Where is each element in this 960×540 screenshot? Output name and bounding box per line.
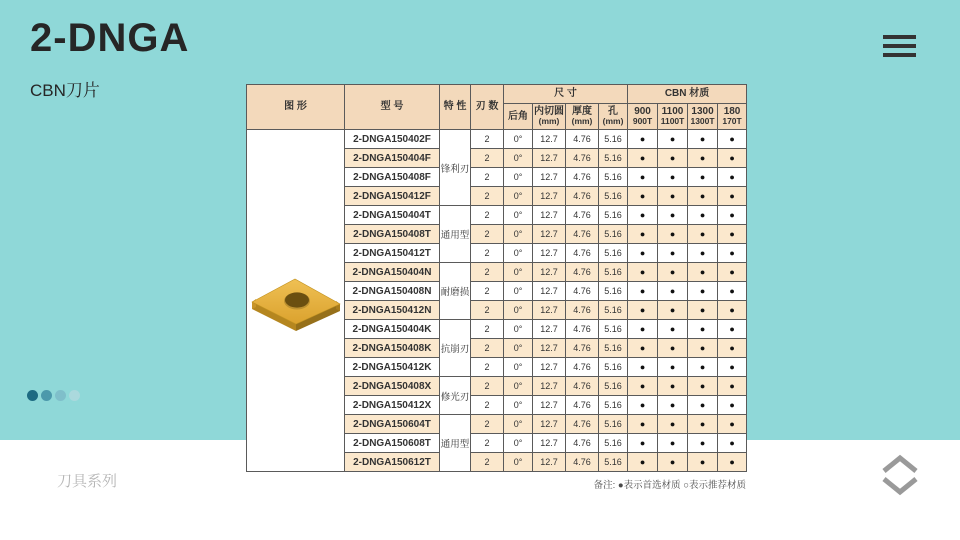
- model-cell: 2-DNGA150408K: [345, 339, 440, 358]
- cbn-mark-cell: ●: [688, 187, 718, 206]
- cbn-mark-cell: ●: [718, 396, 747, 415]
- model-cell: 2-DNGA150404K: [345, 320, 440, 339]
- cbn-mark-cell: ●: [718, 320, 747, 339]
- series-label: 刀具系列: [57, 473, 118, 490]
- cbn-mark-cell: ●: [658, 339, 688, 358]
- value-cell: 12.7: [533, 282, 566, 301]
- value-cell: 4.76: [566, 282, 599, 301]
- page-subtitle: CBN刀片: [30, 81, 100, 100]
- value-cell: 2: [471, 339, 504, 358]
- product-table-container: [246, 84, 746, 472]
- cbn-mark-cell: ●: [718, 263, 747, 282]
- model-cell: 2-DNGA150412N: [345, 301, 440, 320]
- value-cell: 2: [471, 225, 504, 244]
- header-feature: 特 性: [440, 85, 471, 130]
- value-cell: 4.76: [566, 415, 599, 434]
- value-cell: 2: [471, 263, 504, 282]
- feature-cell: 抗崩刃: [440, 320, 471, 377]
- cbn-mark-cell: ●: [658, 244, 688, 263]
- value-cell: 12.7: [533, 225, 566, 244]
- hamburger-bar: [883, 35, 916, 39]
- cbn-mark-cell: ●: [628, 415, 658, 434]
- header-clearance-angle: 后角: [504, 104, 533, 130]
- cbn-mark-cell: ●: [628, 130, 658, 149]
- cbn-mark-cell: ●: [688, 396, 718, 415]
- value-cell: 0°: [504, 358, 533, 377]
- value-cell: 2: [471, 320, 504, 339]
- cbn-mark-cell: ●: [658, 358, 688, 377]
- hamburger-menu-icon[interactable]: [883, 35, 916, 57]
- cbn-mark-cell: ●: [658, 206, 688, 225]
- header-figure: 图 形: [247, 85, 345, 130]
- page-title: 2-DNGA: [30, 16, 190, 60]
- value-cell: 0°: [504, 187, 533, 206]
- cbn-mark-cell: ●: [688, 301, 718, 320]
- value-cell: 0°: [504, 130, 533, 149]
- cbn-mark-cell: ●: [688, 225, 718, 244]
- model-cell: 2-DNGA150404N: [345, 263, 440, 282]
- value-cell: 12.7: [533, 453, 566, 472]
- value-cell: 0°: [504, 301, 533, 320]
- value-cell: 0°: [504, 282, 533, 301]
- value-cell: 0°: [504, 225, 533, 244]
- cbn-mark-cell: ●: [688, 244, 718, 263]
- value-cell: 5.16: [599, 168, 628, 187]
- cbn-mark-cell: ●: [628, 434, 658, 453]
- value-cell: 5.16: [599, 358, 628, 377]
- value-cell: 4.76: [566, 301, 599, 320]
- cbn-mark-cell: ●: [658, 434, 688, 453]
- value-cell: 4.76: [566, 396, 599, 415]
- cbn-mark-cell: ●: [718, 206, 747, 225]
- cbn-mark-cell: ●: [628, 453, 658, 472]
- value-cell: 12.7: [533, 377, 566, 396]
- pager-dot-2[interactable]: [41, 390, 52, 401]
- value-cell: 2: [471, 282, 504, 301]
- value-cell: 5.16: [599, 263, 628, 282]
- cbn-mark-cell: ●: [658, 149, 688, 168]
- header-thickness: 厚度 (mm): [566, 104, 599, 130]
- cbn-mark-cell: ●: [628, 358, 658, 377]
- cbn-mark-cell: ●: [628, 282, 658, 301]
- header-cbn-900: 900 900T: [628, 104, 658, 130]
- model-cell: 2-DNGA150412K: [345, 358, 440, 377]
- figure-cell: [247, 130, 345, 472]
- cbn-mark-cell: ●: [658, 396, 688, 415]
- cbn-mark-cell: ●: [628, 377, 658, 396]
- value-cell: 4.76: [566, 358, 599, 377]
- feature-cell: 耐磨损: [440, 263, 471, 320]
- cbn-mark-cell: ●: [718, 434, 747, 453]
- cbn-mark-cell: ●: [718, 149, 747, 168]
- value-cell: 0°: [504, 339, 533, 358]
- cbn-mark-cell: ●: [688, 415, 718, 434]
- value-cell: 5.16: [599, 377, 628, 396]
- value-cell: 0°: [504, 320, 533, 339]
- value-cell: 2: [471, 149, 504, 168]
- value-cell: 4.76: [566, 320, 599, 339]
- value-cell: 0°: [504, 396, 533, 415]
- value-cell: 4.76: [566, 225, 599, 244]
- table-row: [247, 130, 747, 149]
- value-cell: 4.76: [566, 434, 599, 453]
- model-cell: 2-DNGA150408X: [345, 377, 440, 396]
- value-cell: 0°: [504, 415, 533, 434]
- cbn-mark-cell: ●: [658, 187, 688, 206]
- page-nav-arrows: [880, 454, 920, 496]
- cbn-mark-cell: ●: [628, 168, 658, 187]
- header-dimensions: 尺 寸: [504, 85, 628, 104]
- cbn-mark-cell: ●: [718, 244, 747, 263]
- value-cell: 12.7: [533, 244, 566, 263]
- model-cell: 2-DNGA150412T: [345, 244, 440, 263]
- value-cell: 0°: [504, 206, 533, 225]
- feature-cell: 锋利刃: [440, 130, 471, 206]
- cbn-mark-cell: ●: [628, 396, 658, 415]
- value-cell: 12.7: [533, 206, 566, 225]
- feature-cell: 通用型: [440, 206, 471, 263]
- value-cell: 4.76: [566, 263, 599, 282]
- cbn-mark-cell: ●: [718, 301, 747, 320]
- value-cell: 2: [471, 415, 504, 434]
- cbn-mark-cell: ●: [628, 263, 658, 282]
- value-cell: 0°: [504, 453, 533, 472]
- value-cell: 12.7: [533, 358, 566, 377]
- value-cell: 2: [471, 244, 504, 263]
- product-spec-table: [246, 84, 747, 472]
- cbn-mark-cell: ●: [718, 358, 747, 377]
- value-cell: 4.76: [566, 377, 599, 396]
- value-cell: 12.7: [533, 149, 566, 168]
- cbn-mark-cell: ●: [688, 377, 718, 396]
- cbn-mark-cell: ●: [688, 339, 718, 358]
- value-cell: 2: [471, 434, 504, 453]
- model-cell: 2-DNGA150404T: [345, 206, 440, 225]
- chevron-down-icon[interactable]: [884, 479, 916, 492]
- value-cell: 4.76: [566, 453, 599, 472]
- value-cell: 5.16: [599, 187, 628, 206]
- value-cell: 2: [471, 377, 504, 396]
- value-cell: 0°: [504, 377, 533, 396]
- value-cell: 5.16: [599, 130, 628, 149]
- model-cell: 2-DNGA150412F: [345, 187, 440, 206]
- model-cell: 2-DNGA150404F: [345, 149, 440, 168]
- cbn-mark-cell: ●: [658, 377, 688, 396]
- pager-dot-3[interactable]: [55, 390, 66, 401]
- value-cell: 0°: [504, 168, 533, 187]
- cbn-mark-cell: ●: [658, 263, 688, 282]
- cbn-mark-cell: ●: [628, 187, 658, 206]
- cbn-mark-cell: ●: [628, 244, 658, 263]
- value-cell: 12.7: [533, 434, 566, 453]
- pager-dot-4[interactable]: [69, 390, 80, 401]
- cbn-mark-cell: ●: [718, 415, 747, 434]
- cbn-mark-cell: ●: [718, 377, 747, 396]
- cbn-mark-cell: ●: [718, 282, 747, 301]
- value-cell: 5.16: [599, 301, 628, 320]
- cbn-mark-cell: ●: [628, 301, 658, 320]
- cbn-mark-cell: ●: [658, 225, 688, 244]
- value-cell: 2: [471, 301, 504, 320]
- pagination-dots: [27, 390, 80, 401]
- value-cell: 12.7: [533, 168, 566, 187]
- value-cell: 0°: [504, 244, 533, 263]
- value-cell: 4.76: [566, 244, 599, 263]
- cbn-mark-cell: ●: [628, 149, 658, 168]
- header-cbn-1100: 1100 1100T: [658, 104, 688, 130]
- value-cell: 2: [471, 358, 504, 377]
- value-cell: 5.16: [599, 149, 628, 168]
- cbn-mark-cell: ●: [718, 168, 747, 187]
- value-cell: 12.7: [533, 396, 566, 415]
- hamburger-bar: [883, 44, 916, 48]
- cbn-mark-cell: ●: [658, 168, 688, 187]
- value-cell: 4.76: [566, 168, 599, 187]
- value-cell: 12.7: [533, 187, 566, 206]
- cbn-mark-cell: ●: [688, 130, 718, 149]
- cbn-mark-cell: ●: [658, 282, 688, 301]
- value-cell: 2: [471, 206, 504, 225]
- value-cell: 12.7: [533, 301, 566, 320]
- value-cell: 2: [471, 168, 504, 187]
- cbn-mark-cell: ●: [688, 282, 718, 301]
- value-cell: 5.16: [599, 206, 628, 225]
- cbn-mark-cell: ●: [628, 206, 658, 225]
- header-cbn-material: CBN 材质: [628, 85, 747, 104]
- cbn-mark-cell: ●: [688, 320, 718, 339]
- table-body: [247, 130, 747, 472]
- cbn-mark-cell: ●: [718, 225, 747, 244]
- cbn-mark-cell: ●: [688, 263, 718, 282]
- header-edge-count: 刃 数: [471, 85, 504, 130]
- feature-cell: 通用型: [440, 415, 471, 472]
- value-cell: 0°: [504, 434, 533, 453]
- value-cell: 5.16: [599, 339, 628, 358]
- cbn-mark-cell: ●: [688, 434, 718, 453]
- cbn-mark-cell: ●: [658, 301, 688, 320]
- header-hole: 孔 (mm): [599, 104, 628, 130]
- model-cell: 2-DNGA150408T: [345, 225, 440, 244]
- chevron-up-icon[interactable]: [884, 458, 916, 471]
- value-cell: 4.76: [566, 339, 599, 358]
- header-cbn-1300: 1300 1300T: [688, 104, 718, 130]
- value-cell: 5.16: [599, 434, 628, 453]
- cbn-mark-cell: ●: [718, 339, 747, 358]
- header-model: 型 号: [345, 85, 440, 130]
- value-cell: 5.16: [599, 282, 628, 301]
- value-cell: 2: [471, 453, 504, 472]
- value-cell: 5.16: [599, 396, 628, 415]
- value-cell: 12.7: [533, 130, 566, 149]
- cbn-mark-cell: ●: [658, 453, 688, 472]
- value-cell: 4.76: [566, 187, 599, 206]
- value-cell: 2: [471, 130, 504, 149]
- value-cell: 12.7: [533, 339, 566, 358]
- model-cell: 2-DNGA150402F: [345, 130, 440, 149]
- value-cell: 5.16: [599, 453, 628, 472]
- value-cell: 12.7: [533, 415, 566, 434]
- cbn-mark-cell: ●: [658, 130, 688, 149]
- value-cell: 2: [471, 187, 504, 206]
- value-cell: 4.76: [566, 130, 599, 149]
- model-cell: 2-DNGA150604T: [345, 415, 440, 434]
- table-footnote: 备注: ●表示首选材质 ○表示推荐材质: [593, 480, 746, 491]
- model-cell: 2-DNGA150412X: [345, 396, 440, 415]
- value-cell: 12.7: [533, 263, 566, 282]
- cbn-mark-cell: ●: [718, 130, 747, 149]
- value-cell: 0°: [504, 149, 533, 168]
- model-cell: 2-DNGA150408N: [345, 282, 440, 301]
- value-cell: 5.16: [599, 320, 628, 339]
- value-cell: 4.76: [566, 206, 599, 225]
- header-inscribed-circle: 内切圆 (mm): [533, 104, 566, 130]
- cbn-mark-cell: ●: [718, 187, 747, 206]
- feature-cell: 修光刃: [440, 377, 471, 415]
- cbn-mark-cell: ●: [628, 225, 658, 244]
- value-cell: 5.16: [599, 225, 628, 244]
- hamburger-bar: [883, 53, 916, 57]
- value-cell: 0°: [504, 263, 533, 282]
- cbn-mark-cell: ●: [628, 320, 658, 339]
- pager-dot-1[interactable]: [27, 390, 38, 401]
- header-cbn-180: 180 170T: [718, 104, 747, 130]
- cbn-mark-cell: ●: [688, 149, 718, 168]
- cutting-insert-image: [250, 268, 342, 332]
- cbn-mark-cell: ●: [658, 415, 688, 434]
- cbn-mark-cell: ●: [628, 339, 658, 358]
- cbn-mark-cell: ●: [688, 168, 718, 187]
- value-cell: 5.16: [599, 415, 628, 434]
- cbn-mark-cell: ●: [718, 453, 747, 472]
- value-cell: 4.76: [566, 149, 599, 168]
- model-cell: 2-DNGA150612T: [345, 453, 440, 472]
- value-cell: 5.16: [599, 244, 628, 263]
- value-cell: 12.7: [533, 320, 566, 339]
- model-cell: 2-DNGA150408F: [345, 168, 440, 187]
- model-cell: 2-DNGA150608T: [345, 434, 440, 453]
- cbn-mark-cell: ●: [658, 320, 688, 339]
- value-cell: 2: [471, 396, 504, 415]
- cbn-mark-cell: ●: [688, 453, 718, 472]
- cbn-mark-cell: ●: [688, 206, 718, 225]
- cbn-mark-cell: ●: [688, 358, 718, 377]
